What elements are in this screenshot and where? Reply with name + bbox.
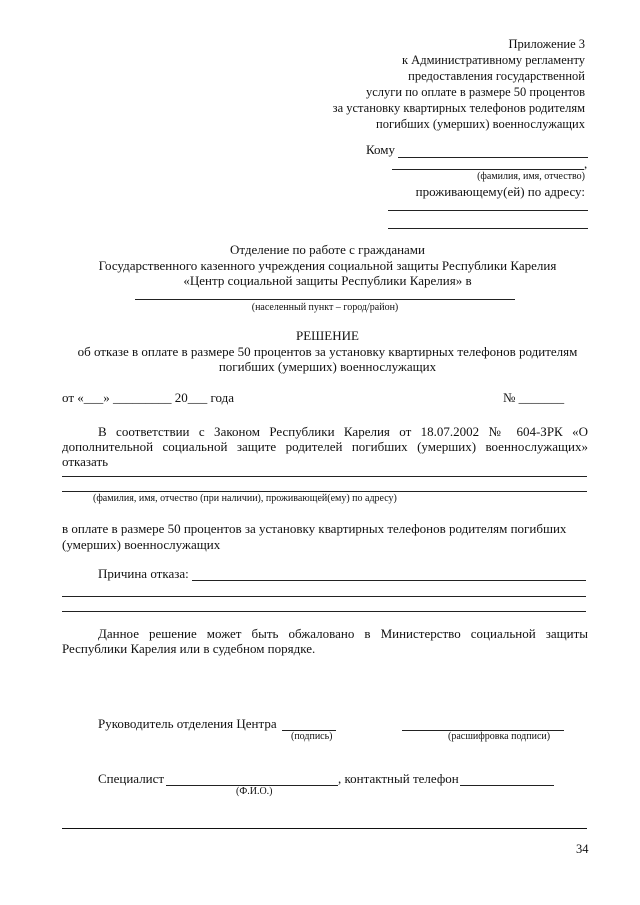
specialist-fio-hint: (Ф.И.О.) <box>236 786 273 797</box>
place-hint: (населенный пункт – город/район) <box>251 302 399 313</box>
office-line: Отделение по работе с гражданами <box>230 242 425 257</box>
recipient-name-line <box>398 157 588 158</box>
para1-line: дополнительной социальной защите родителей погибших (умерших) военнослужащих» <box>62 439 588 454</box>
comma: , <box>584 156 588 171</box>
decision-subtitle: погибших (умерших) военнослужащих <box>218 359 437 374</box>
specialist-label: Специалист <box>98 771 165 786</box>
phone-label: , контактный телефон <box>338 771 459 786</box>
para2-line: в оплате в размере 50 процентов за установку квартирных телефонов родителям погибших <box>62 521 567 536</box>
address-line-1 <box>388 210 588 211</box>
para1-line: В соответствии с Законом Республики Карелия от 18.07.2002 № 604-ЗРК «О <box>98 424 588 439</box>
signature-hint: (подпись) <box>291 731 333 742</box>
decision-number: № _______ <box>503 390 565 405</box>
place-line <box>135 299 515 300</box>
header-line: предоставления государственной <box>408 69 585 83</box>
para2-line: (умерших) военнослужащих <box>62 537 221 552</box>
office-line: Государственного казенного учреждения социальной защиты Республики Карелия <box>98 258 557 273</box>
page-number: 34 <box>576 842 589 856</box>
appeal-line: Республики Карелия или в судебном порядке. <box>62 641 316 656</box>
reason-line-3 <box>62 611 586 612</box>
header-line: Приложение 3 <box>508 37 585 51</box>
phone-line <box>460 785 554 786</box>
decision-subtitle: об отказе в оплате в размере 50 процентов за установку квартирных телефонов родителям <box>77 344 578 359</box>
header-line: к Административному регламенту <box>401 53 585 67</box>
appeal-line: Данное решение может быть обжаловано в Министерство социальной защиты <box>98 626 588 641</box>
para1-line: отказать <box>62 454 109 469</box>
decoding-hint: (расшифровка подписи) <box>448 731 551 742</box>
footer-rule <box>62 828 587 829</box>
header-line: за установку квартирных телефонов родителям <box>332 101 585 115</box>
header-line: услуги по оплате в размере 50 процентов <box>366 85 585 99</box>
decision-title: РЕШЕНИЕ <box>296 328 359 343</box>
body-fio-hint: (фамилия, имя, отчество (при наличии), проживающей(ему) по адресу) <box>93 493 397 504</box>
decision-date: от «___» _________ 20___ года <box>62 390 235 405</box>
head-label: Руководитель отделения Центра <box>98 716 277 731</box>
address-label: проживающему(ей) по адресу: <box>415 184 585 199</box>
fio-line-2 <box>62 491 587 492</box>
office-line: «Центр социальной защиты Республики Карелия» в <box>183 273 472 288</box>
recipient-fio-hint: (фамилия, имя, отчество) <box>477 171 585 182</box>
reason-line-2 <box>62 596 586 597</box>
reason-label: Причина отказа: <box>98 566 189 581</box>
address-line-2 <box>388 228 588 229</box>
reason-line-1 <box>192 580 586 581</box>
fio-line-1 <box>62 476 587 477</box>
header-line: погибших (умерших) военнослужащих <box>376 117 585 131</box>
to-label: Кому <box>366 142 396 157</box>
recipient-name-line-2 <box>392 169 584 170</box>
